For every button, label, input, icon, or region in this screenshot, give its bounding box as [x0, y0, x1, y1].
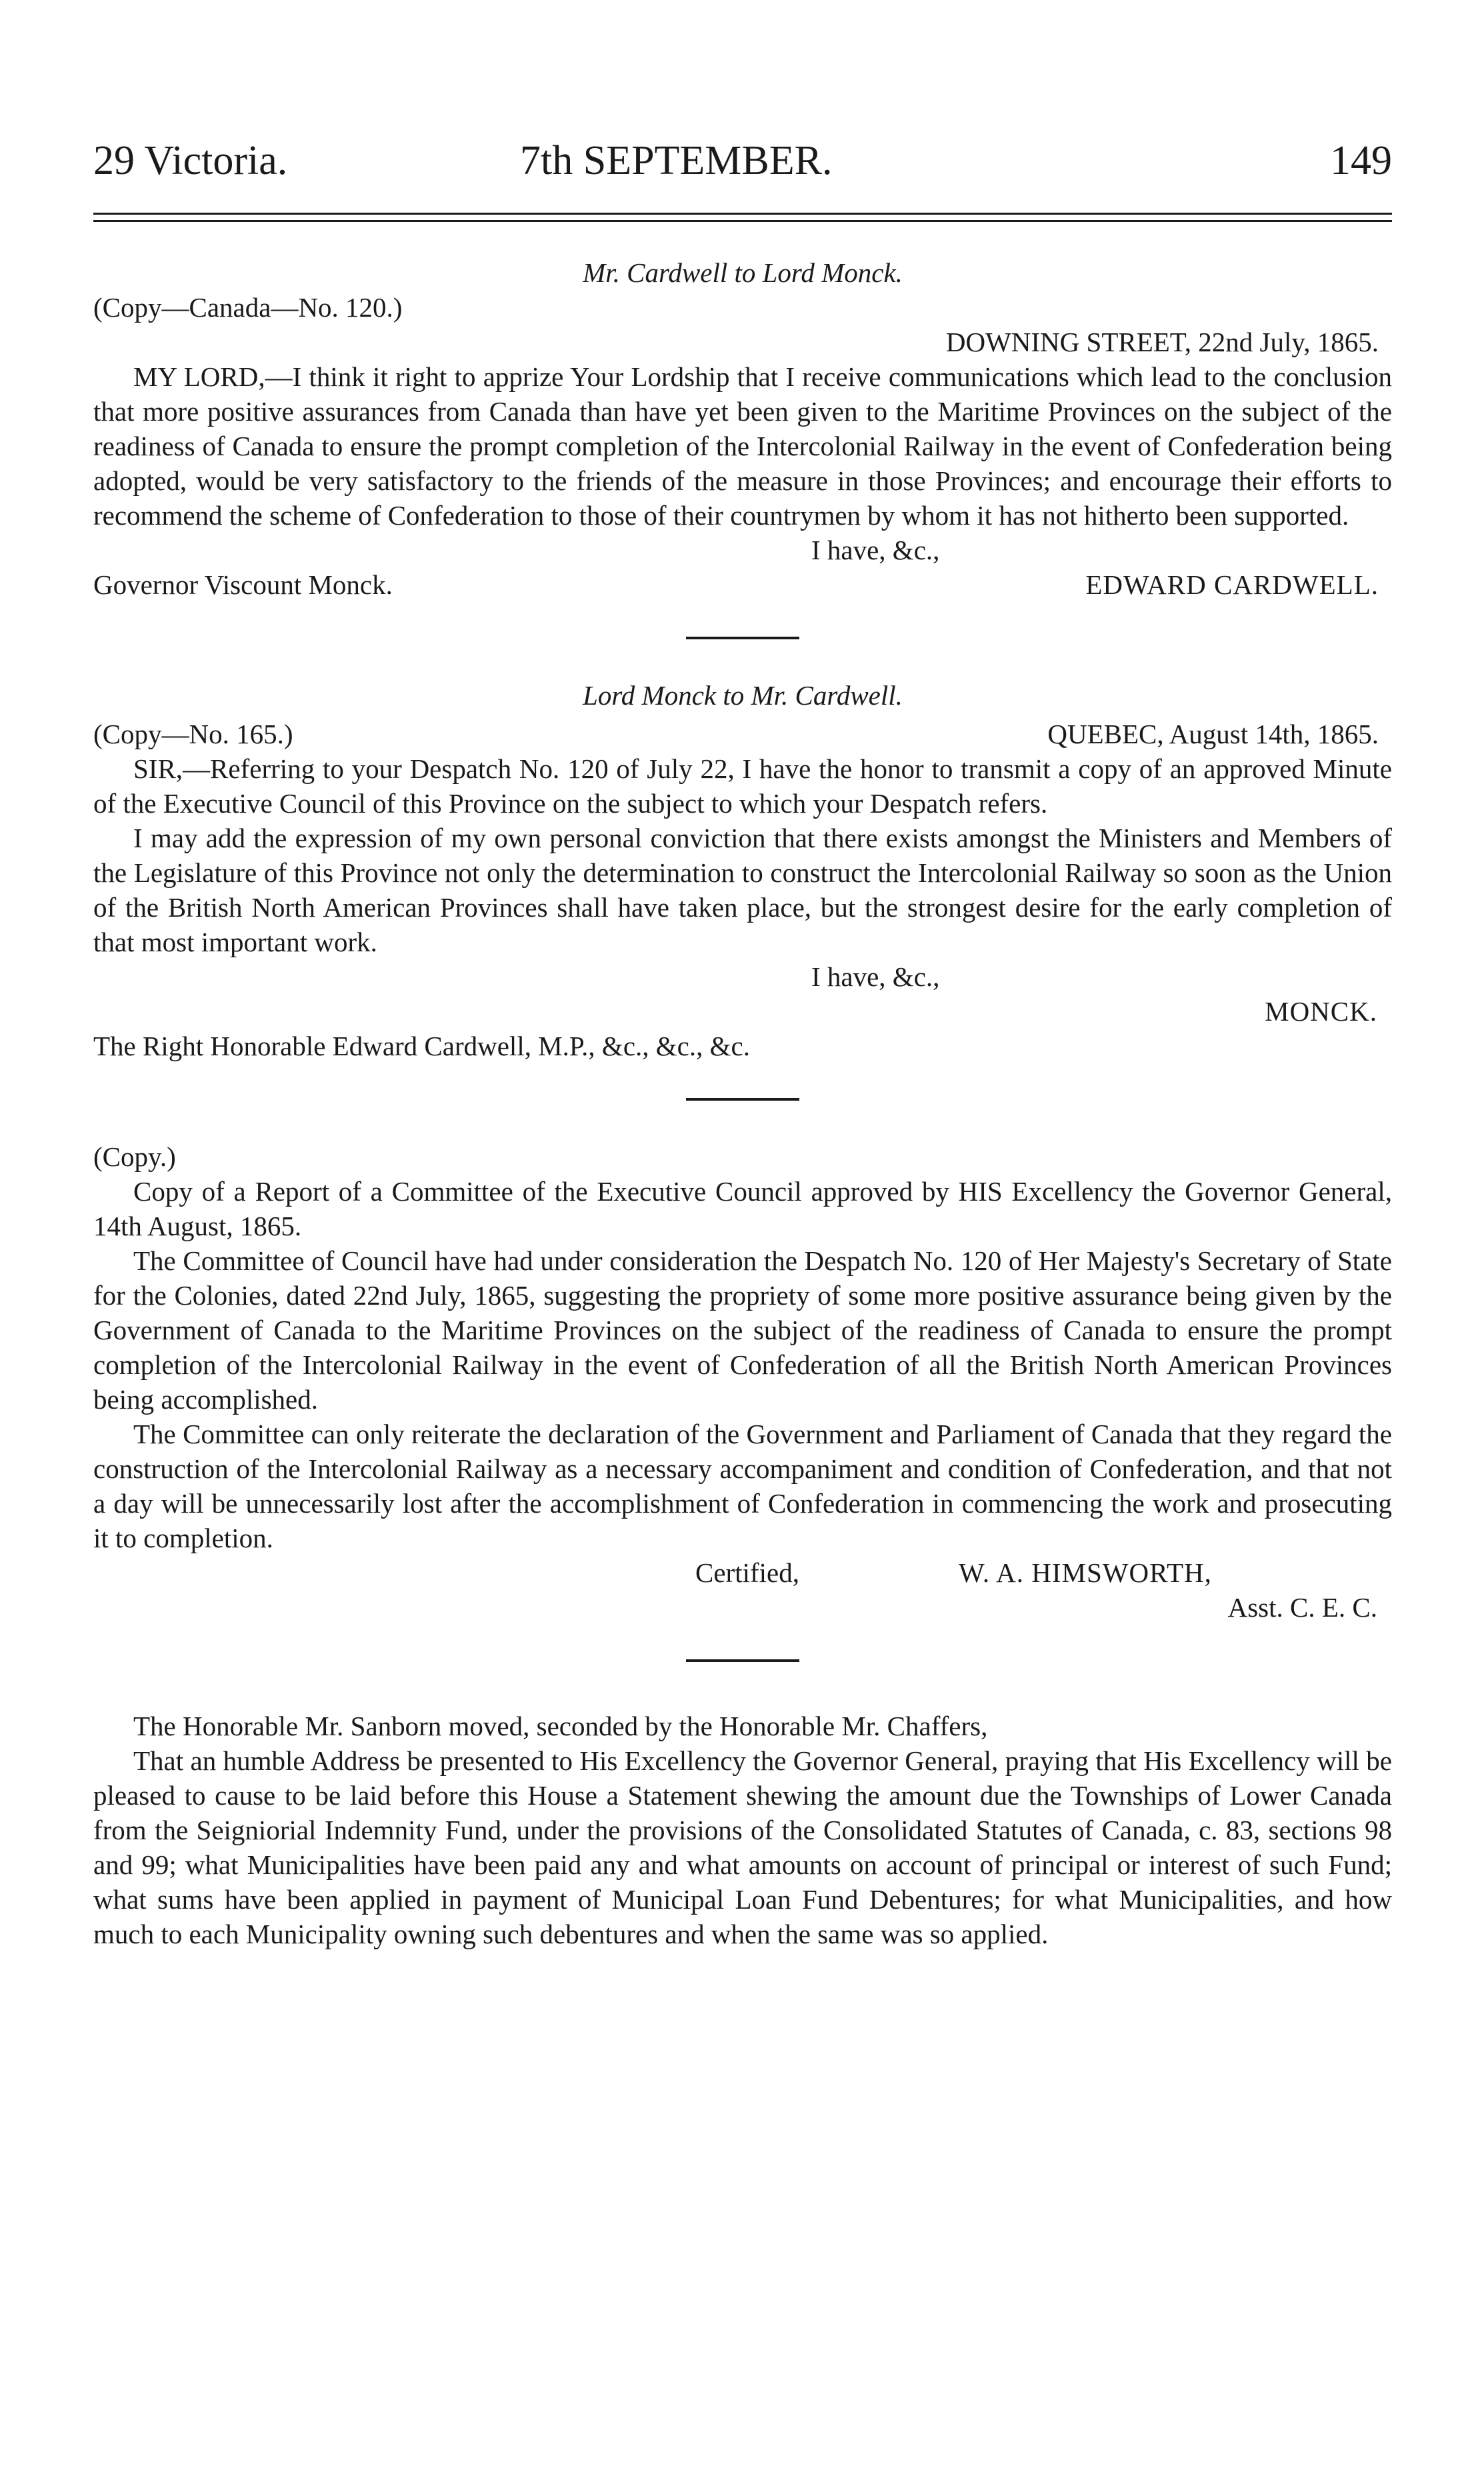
letter2-signature: MONCK.	[1265, 996, 1377, 1027]
page-number: 149	[1330, 138, 1392, 183]
letter1-place-date: DOWNING STREET, 22nd July, 1865.	[945, 327, 1379, 357]
running-header	[93, 137, 1392, 185]
letter2-copy-label: (Copy—No. 165.)	[93, 719, 293, 749]
motion-para1: The Honorable Mr. Sanborn moved, seconded by the Honorable Mr. Chaffers,	[133, 1711, 988, 1741]
report-para2: The Committee of Council have had under consideration the Despatch No. 120 of Her Majesty's Secretary of State for the Colonies, dated 22nd July, 1865, suggesting the propriety of some more positive assurance being given by the Government of Canada to the Maritime Provinces on the subject of the readiness of Canada to ensure the prompt completion of the Intercolonial Railway in the event of Confederation of all the British North American Provinces being accomplished.	[93, 1245, 1392, 1415]
report-para3: The Committee can only reiterate the declaration of the Government and Parliament of Canada that they regard the construction of the Intercolonial Railway as a necessary accompaniment and condition of Confederation, and that not a day will be unnecessarily lost after the accomplishment of Confederation in commencing the work and prosecuting it to completion.	[93, 1419, 1392, 1553]
section-separator	[686, 1098, 799, 1101]
letter2-para1: SIR,—Referring to your Despatch No. 120 of July 22, I have the honor to transmit a copy of an approved Minute of the Executive Council of this Province on the subject to which your Despatch refers.	[93, 753, 1392, 819]
letter2-place-date: QUEBEC, August 14th, 1865.	[1047, 719, 1379, 749]
letter1-title: Mr. Cardwell to Lord Monck.	[583, 257, 903, 288]
section-separator	[686, 1659, 799, 1662]
letter1-copy-label: (Copy—Canada—No. 120.)	[93, 292, 403, 323]
report-copy-label: (Copy.)	[93, 1141, 176, 1172]
report-certified-label: Certified,	[695, 1557, 799, 1588]
letter2-header-row	[93, 717, 1392, 751]
section-separator	[686, 637, 799, 639]
header-date: 7th SEPTEMBER.	[520, 138, 833, 183]
motion-para2: That an humble Address be presented to His Excellency the Governor General, praying that His Excellency will be pleased to cause to be laid before this House a Statement shewing the amount due the Townships of Lower Canada from the Seigniorial Indemnity Fund, under the provisions of the Consolidated Statutes of Canada, c. 83, sections 98 and 99; what Municipalities have been paid any and what amounts on account of principal or interest of such Fund; what sums have been applied in payment of Municipal Loan Fund Debentures; for what Municipalities, and how much to each Municipality owning such debentures and when the same was so applied.	[93, 1745, 1392, 1949]
letter2-closing: I have, &c.,	[811, 961, 940, 992]
letter1-body: MY LORD,—I think it right to apprize Your Lordship that I receive communications which lead to the conclusion that more positive assurances from Canada than have yet been given to the Maritime Provinces on the subject of the readiness of Canada to ensure the prompt completion of the Intercolonial Railway in the event of Confederation being adopted, would be very satisfactory to the friends of the measure in those Provinces; and encourage their efforts to recommend the scheme of Confederation to those of their countrymen by whom it has not hitherto been supported.	[93, 361, 1392, 531]
header-session: 29 Victoria.	[93, 138, 288, 183]
letter1-signature: EDWARD CARDWELL.	[1085, 569, 1379, 600]
letter2-addressee: The Right Honorable Edward Cardwell, M.P., &c., &c., &c.	[93, 1031, 750, 1061]
letter1-closing: I have, &c.,	[811, 535, 940, 565]
report-signature-name: W. A. HIMSWORTH,	[959, 1557, 1212, 1588]
letter2-title: Lord Monck to Mr. Cardwell.	[583, 680, 903, 711]
letter1-signoff-row	[93, 567, 1392, 602]
report-certification-row	[93, 1555, 1392, 1590]
report-para1: Copy of a Report of a Committee of the Executive Council approved by HIS Excellency the Governor General, 14th August, 1865.	[93, 1176, 1392, 1241]
header-rule	[93, 213, 1392, 222]
report-signature-title: Asst. C. E. C.	[1227, 1592, 1377, 1623]
letter1-addressee: Governor Viscount Monck.	[93, 569, 393, 600]
letter2-para2: I may add the expression of my own personal conviction that there exists amongst the Ministers and Members of the Legislature of this Province not only the determination to construct the Intercolonial Railway so soon as the Union of the British North American Provinces shall have taken place, but the strongest desire for the early completion of that most important work.	[93, 823, 1392, 957]
